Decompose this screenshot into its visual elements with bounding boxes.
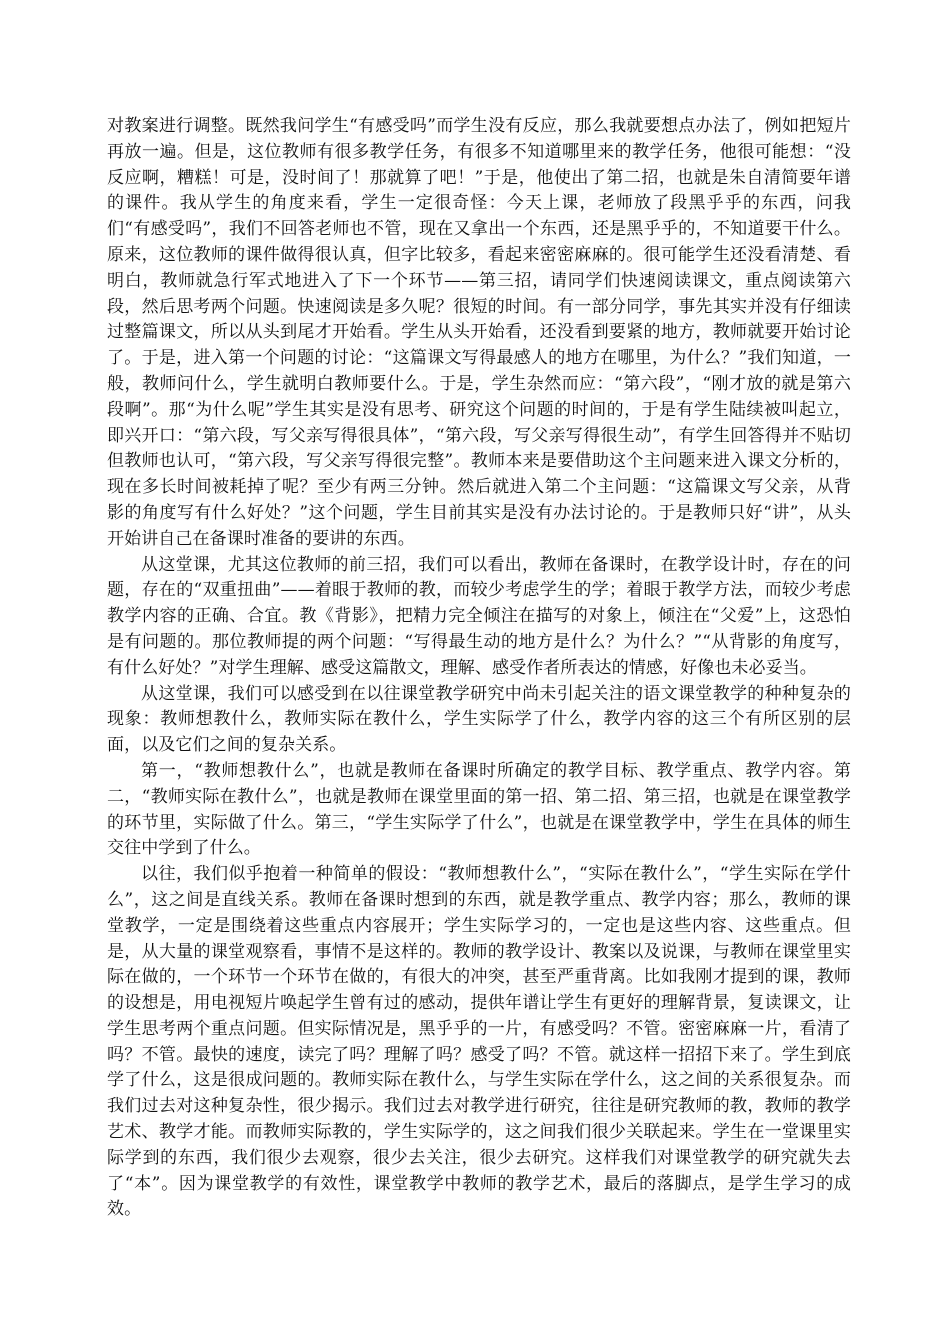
document-body <box>107 114 851 1223</box>
paragraph-three-levels: 第一，“教师想教什么”，也就是教师在备课时所确定的教学目标、教学重点、教学内容。第二，“教师实际在教什么”，也就是教师在课堂里面的第一招、第二招、第三招，也就是在课堂教学的环节里，实际做了什么。第三，“学生实际学了什么”，也就是在课堂教学中，学生在具体的师生交往中学到了什么。 <box>107 760 851 859</box>
paragraph-linear-assumption: 以往，我们似乎抱着一种简单的假设：“教师想教什么”，“实际在教什么”，“学生实际在学什么”，这之间是直线关系。教师在备课时想到的东西，就是教学重点、教学内容；那么，教师的课堂教学，一定是围绕着这些重点内容展开；学生实际学习的，一定也是这些内容、这些重点。但是，从大量的课堂观察看，事情不是这样的。教师的教学设计、教案以及说课，与教师在课堂里实际在做的，一个环节一个环节在做的，有很大的冲突，甚至严重背离。比如我刚才提到的课，教师的设想是，用电视短片唤起学生曾有过的感动，提供年谱让学生有更好的理解背景，复读课文，让学生思考两个重点问题。但实际情况是，黑乎乎的一片，有感受吗？不管。密密麻麻一片，看清了吗？不管。最快的速度，读完了吗？理解了吗？感受了吗？不管。就这样一招招下来了。学生到底学了什么，这是很成问题的。教师实际在教什么，与学生实际在学什么，这之间的关系很复杂。而我们过去对这种复杂性，很少揭示。我们过去对教学进行研究，往往是研究教师的教，教师的教学艺术、教学才能。而教师实际教的，学生实际学的，这之间我们很少关联起来。学生在一堂课里实际学到的东西，我们很少去观察，很少去关注，很少去研究。这样我们对课堂教学的研究就失去了“本”。因为课堂教学的有效性，课堂教学中教师的教学艺术，最后的落脚点，是学生学习的成效。 <box>107 864 851 1220</box>
paragraph-continuation: 对教案进行调整。既然我问学生“有感受吗”而学生没有反应，那么我就要想点办法了，例如把短片再放一遍。但是，这位教师有很多教学任务，有很多不知道哪里来的教学任务，他很可能想：“没反应啊，糟糕！可是，没时间了！那就算了吧！”于是，他使出了第二招，也就是朱自清简要年谱的课件。我从学生的角度来看，学生一定很奇怪：今天上课，老师放了段黑乎乎的东西，问我们“有感受吗”，我们不回答老师也不管，现在又拿出一个东西，还是黑乎乎的，不知道要干什么。原来，这位教师的课件做得很认真，但字比较多，看起来密密麻麻的。很可能学生还没看清楚、看明白，教师就急行军式地进入了下一个环节——第三招，请同学们快速阅读课文，重点阅读第六段，然后思考两个问题。快速阅读是多久呢？很短的时间。有一部分同学，事先其实并没有仔细读过整篇课文，所以从头到尾才开始看。学生从头开始看，还没看到要紧的地方，教师就要开始讨论了。于是，进入第一个问题的讨论：“这篇课文写得最感人的地方在哪里，为什么？”我们知道，一般，教师问什么，学生就明白教师要什么。于是，学生杂然而应：“第六段”，“刚才放的就是第六段啊”。那“为什么呢”学生其实是没有思考、研究这个问题的时间的，于是有学生陆续被叫起立，即兴开口：“第六段，写父亲写得很具体”，“第六段，写父亲写得很生动”，有学生回答得并不贴切但教师也认可，“第六段，写父亲写得很完整”。教师本来是要借助这个主问题来进入课文分析的，现在多长时间被耗掉了呢？至少有两三分钟。然后就进入第二个主问题：“这篇课文写父亲，从背影的角度写有什么好处？”这个问题，学生目前其实是没有办法讨论的。于是教师只好“讲”，从头开始讲自己在备课时准备的要讲的东西。 <box>107 116 851 549</box>
paragraph-double-distortion: 从这堂课，尤其这位教师的前三招，我们可以看出，教师在备课时，在教学设计时，存在的问题，存在的“双重扭曲”——着眼于教师的教，而较少考虑学生的学；着眼于教学方法，而较少考虑教学内容的正确、合宜。教《背影》，把精力完全倾注在描写的对象上，倾注在“父爱”上，这恐怕是有问题的。那位教师提的两个问题：“写得最生动的地方是什么？为什么？”“从背影的角度写，有什么好处？”对学生理解、感受这篇散文，理解、感受作者所表达的情感，好像也未必妥当。 <box>107 554 851 678</box>
paragraph-complex-phenomena: 从这堂课，我们可以感受到在以往课堂教学研究中尚未引起关注的语文课堂教学的种种复杂的现象：教师想教什么，教师实际在教什么，学生实际学了什么，教学内容的这三个有所区别的层面，以及它们之间的复杂关系。 <box>107 683 851 756</box>
